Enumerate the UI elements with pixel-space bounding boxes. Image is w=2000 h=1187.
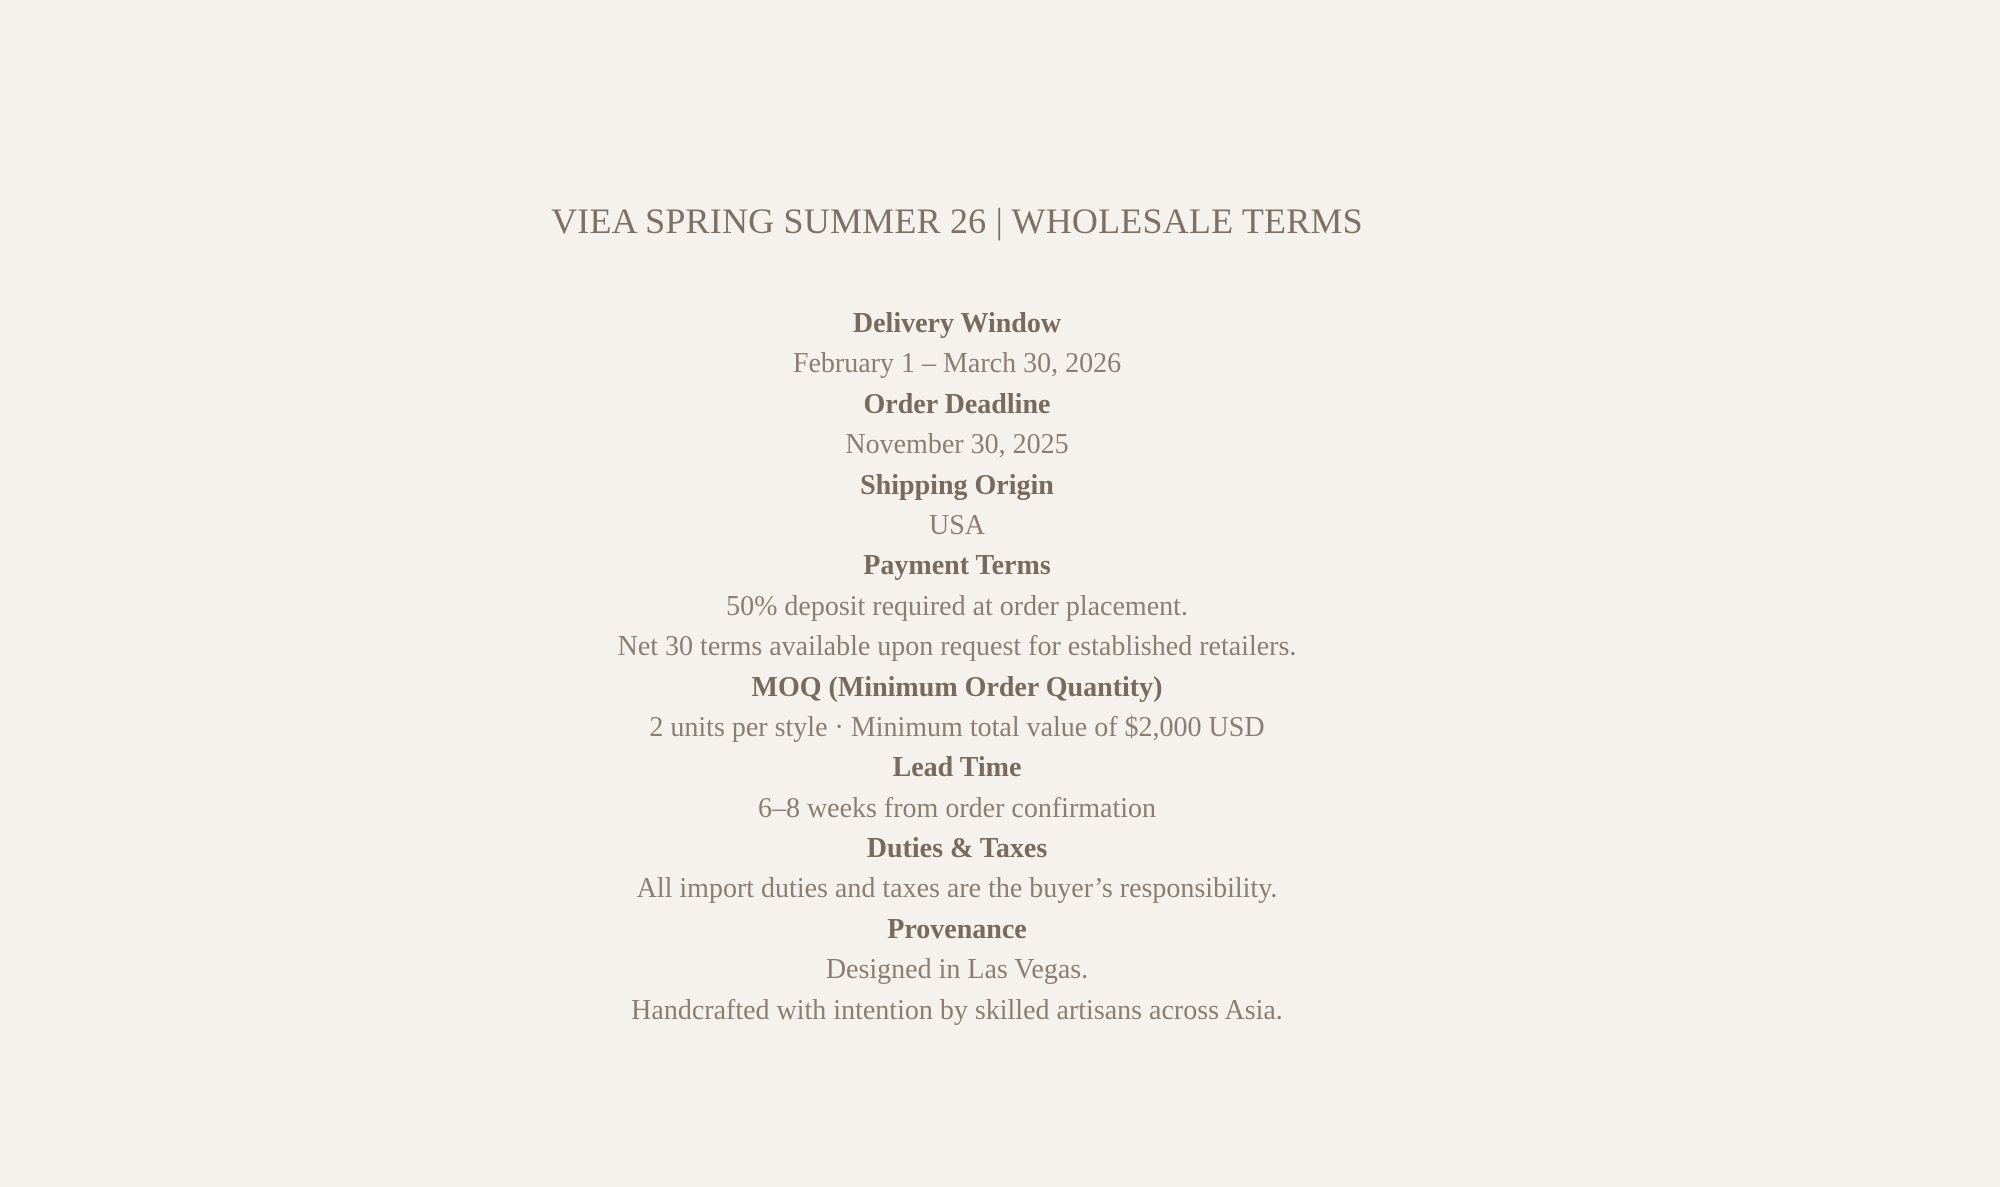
term-value-shipping-origin: USA [928,509,985,541]
term-label-order-deadline: Order Deadline [863,388,1051,420]
term-value-order-deadline: November 30, 2025 [845,429,1069,461]
term-label-delivery-window: Delivery Window [852,308,1062,339]
term-label-moq: MOQ (Minimum Order Quantity) [751,671,1163,703]
term-value-lead-time: 6–8 weeks from order confirmation [757,792,1157,824]
term-label-duties-taxes: Duties & Taxes [866,833,1048,865]
term-value-delivery-window: February 1 – March 30, 2026 [792,348,1122,380]
term-value-payment-net30: Net 30 terms available upon request for established retailers. [617,631,1297,663]
term-label-lead-time: Lead Time [892,752,1022,784]
term-value-moq: 2 units per style · Minimum total value of $2,000 USD [649,711,1265,743]
term-value-duties-taxes: All import duties and taxes are the buyer’s responsibility. [636,873,1278,905]
term-label-shipping-origin: Shipping Origin [860,469,1054,501]
term-value-payment-deposit: 50% deposit required at order placement. [726,590,1188,622]
term-label-payment-terms: Payment Terms [863,550,1051,582]
page-title: VIEA SPRING SUMMER 26 | WHOLESALE TERMS [551,201,1363,241]
wholesale-terms-list [0,304,1914,1031]
term-label-provenance: Provenance [887,913,1027,945]
term-value-provenance-handcrafted: Handcrafted with intention by skilled artisans across Asia. [631,994,1283,1026]
term-value-provenance-designed: Designed in Las Vegas. [825,954,1089,986]
